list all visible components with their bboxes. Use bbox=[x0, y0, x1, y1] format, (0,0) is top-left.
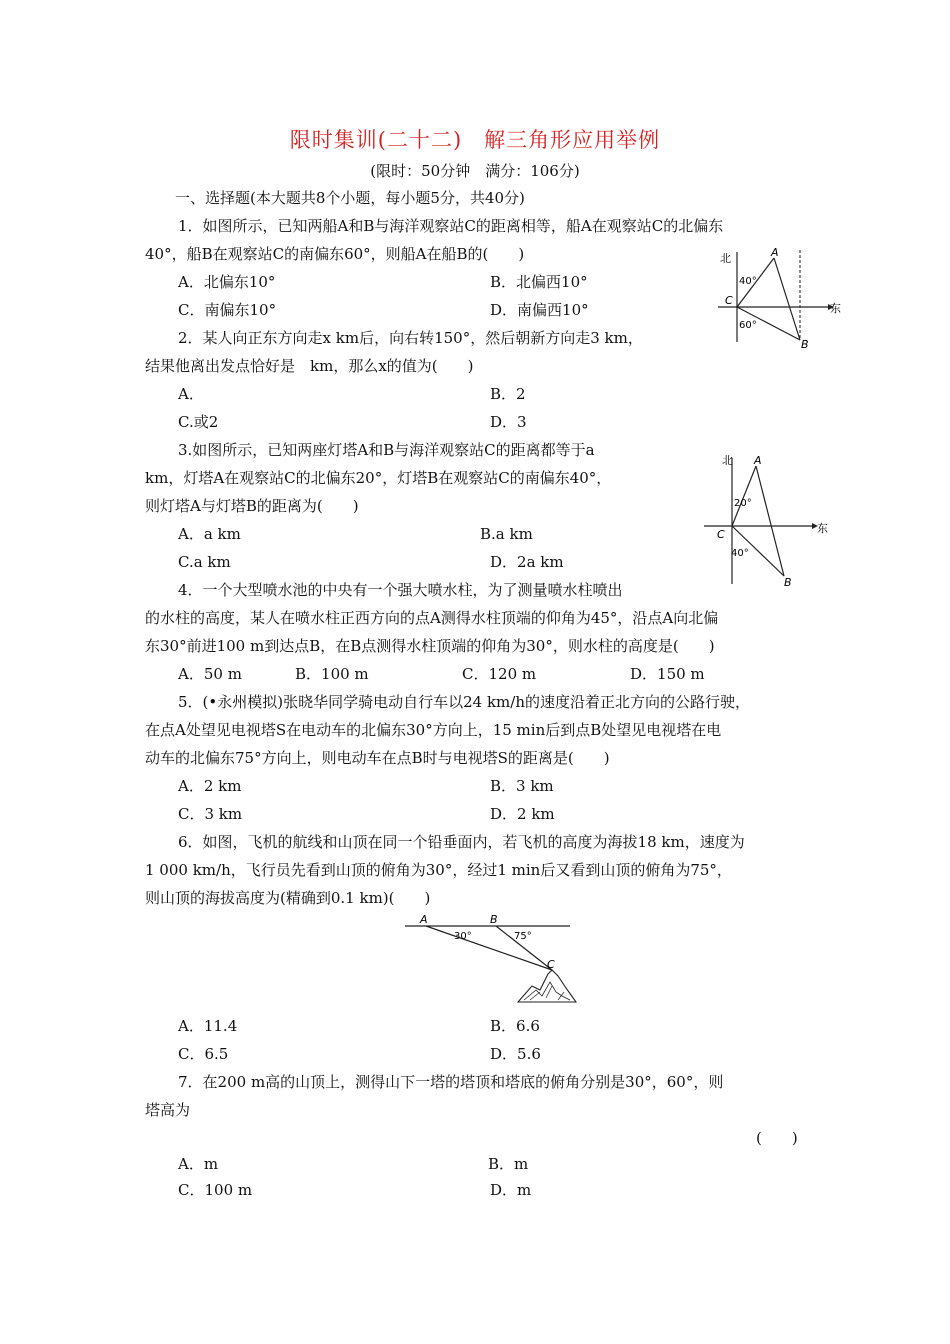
q5-option-a: A．2 km bbox=[178, 777, 242, 795]
q6-line2: 1 000 km/h，飞行员先看到山顶的俯角为30°，经过1 min后又看到山顶的俯角为75°， bbox=[145, 861, 732, 879]
q3-point-c: C bbox=[717, 528, 725, 541]
q1-option-b: B．北偏西10° bbox=[490, 273, 588, 291]
q4-option-c: C．120 m bbox=[462, 665, 537, 683]
q5-line1: 5．(•永州模拟)张晓华同学骑电动自行车以24 km/h的速度沿着正北方向的公路行驶， bbox=[178, 693, 750, 711]
q1-point-b: B bbox=[801, 338, 809, 351]
q3-option-d: D．2a km bbox=[490, 553, 564, 571]
page-subtitle: (限时：50分钟 满分：106分) bbox=[370, 162, 580, 180]
q7-line2: 塔高为 bbox=[145, 1101, 191, 1119]
q3-point-b: B bbox=[784, 576, 792, 589]
q3-line3: 则灯塔A与灯塔B的距离为( ) bbox=[145, 497, 359, 515]
q6-sightline-a bbox=[426, 926, 552, 970]
q1-figure bbox=[712, 244, 852, 354]
q3-angle-20: 20° bbox=[734, 498, 752, 509]
q6-line3: 则山顶的海拔高度为(精确到0.1 km)( ) bbox=[145, 889, 431, 907]
q3-option-c: C.a km bbox=[178, 553, 231, 571]
q6-option-b: B．6.6 bbox=[490, 1017, 540, 1035]
q7-option-d: D．m bbox=[490, 1181, 532, 1199]
q5-line3: 动车的北偏东75°方向上，则电动车在点B时与电视塔S的距离是( ) bbox=[145, 749, 610, 767]
q2-option-a: A． bbox=[178, 385, 204, 403]
section-heading: 一、选择题(本大题共8个小题，每小题5分，共40分) bbox=[175, 189, 525, 207]
q3-point-a: A bbox=[754, 454, 762, 467]
q1-point-c: C bbox=[725, 294, 733, 307]
mountain-icon bbox=[518, 970, 576, 1002]
q6-line1: 6．如图，飞机的航线和山顶在同一个铅垂面内，若飞机的高度为海拔18 km，速度为 bbox=[178, 833, 745, 851]
q7-line1: 7．在200 m高的山顶上，测得山下一塔的塔顶和塔底的俯角分别是30°，60°，则 bbox=[178, 1073, 724, 1091]
q6-point-a: A bbox=[420, 913, 428, 926]
q5-option-b: B．3 km bbox=[490, 777, 554, 795]
q6-option-d: D．5.6 bbox=[490, 1045, 541, 1063]
q7-answer-bracket: ( ) bbox=[756, 1129, 798, 1147]
q6-angle-75: 75° bbox=[514, 931, 532, 942]
q6-point-b: B bbox=[490, 913, 498, 926]
q1-point-a: A bbox=[771, 246, 779, 259]
q3-line-ab bbox=[756, 466, 784, 576]
q1-line-ab bbox=[774, 258, 800, 340]
q2-line1: 2．某人向正东方向走x km后，向右转150°，然后朝新方向走3 km， bbox=[178, 329, 643, 347]
q4-line2: 的水柱的高度，某人在喷水柱正西方向的点A测得水柱顶端的仰角为45°，沿点A向北偏 bbox=[145, 609, 719, 627]
q1-angle-40: 40° bbox=[739, 276, 757, 287]
q1-option-d: D．南偏西10° bbox=[490, 301, 589, 319]
q4-option-d: D．150 m bbox=[630, 665, 705, 683]
q6-option-a: A．11.4 bbox=[178, 1017, 238, 1035]
q1-angle-60: 60° bbox=[739, 320, 757, 331]
q3-line2: km，灯塔A在观察站C的北偏东20°，灯塔B在观察站C的南偏东40°， bbox=[145, 469, 612, 487]
q1-line2: 40°，船B在观察站C的南偏东60°，则船A在船B的( ) bbox=[145, 245, 525, 263]
q6-angle-30: 30° bbox=[454, 931, 472, 942]
q4-option-a: A．50 m bbox=[178, 665, 242, 683]
q7-option-b: B．m bbox=[488, 1155, 529, 1173]
q6-point-c: C bbox=[547, 958, 555, 971]
q1-option-c: C．南偏东10° bbox=[178, 301, 277, 319]
q4-line3: 东30°前进100 m到达点B，在B点测得水柱顶端的仰角为30°，则水柱的高度是( ) bbox=[145, 637, 715, 655]
q2-option-b: B．2 bbox=[490, 385, 526, 403]
q2-line2: 结果他离出发点恰好是 km，那么x的值为( ) bbox=[145, 357, 474, 375]
q3-east-label: 东 bbox=[817, 522, 828, 535]
q5-option-d: D．2 km bbox=[490, 805, 555, 823]
q2-option-c: C.或2 bbox=[178, 413, 219, 431]
q3-option-a: A．a km bbox=[178, 525, 241, 543]
q3-figure bbox=[700, 448, 840, 590]
q3-line1: 3.如图所示，已知两座灯塔A和B与海洋观察站C的距离都等于a bbox=[178, 441, 595, 459]
q7-option-a: A．m bbox=[178, 1155, 219, 1173]
q2-option-d: D．3 bbox=[490, 413, 527, 431]
q4-line1: 4．一个大型喷水池的中央有一个强大喷水柱，为了测量喷水柱喷出 bbox=[178, 581, 623, 599]
q7-option-c: C．100 m bbox=[178, 1181, 253, 1199]
q3-north-label: 北 bbox=[722, 454, 733, 467]
q5-line2: 在点A处望见电视塔S在电动车的北偏东30°方向上，15 min后到点B处望见电视塔在电 bbox=[145, 721, 722, 739]
q1-east-label: 东 bbox=[830, 302, 841, 315]
q4-option-b: B．100 m bbox=[295, 665, 369, 683]
page-title: 限时集训(二十二) 解三角形应用举例 bbox=[289, 128, 661, 152]
q1-north-label: 北 bbox=[720, 252, 731, 265]
q6-option-c: C．6.5 bbox=[178, 1045, 229, 1063]
q6-figure bbox=[400, 912, 580, 1010]
q3-option-b: B.a km bbox=[480, 525, 533, 543]
q1-line1: 1．如图所示，已知两船A和B与海洋观察站C的距离相等，船A在观察站C的北偏东 bbox=[178, 217, 724, 235]
q3-angle-40: 40° bbox=[731, 548, 749, 559]
q5-option-c: C．3 km bbox=[178, 805, 243, 823]
q1-option-a: A．北偏东10° bbox=[178, 273, 276, 291]
q3-line-ca bbox=[732, 466, 756, 526]
